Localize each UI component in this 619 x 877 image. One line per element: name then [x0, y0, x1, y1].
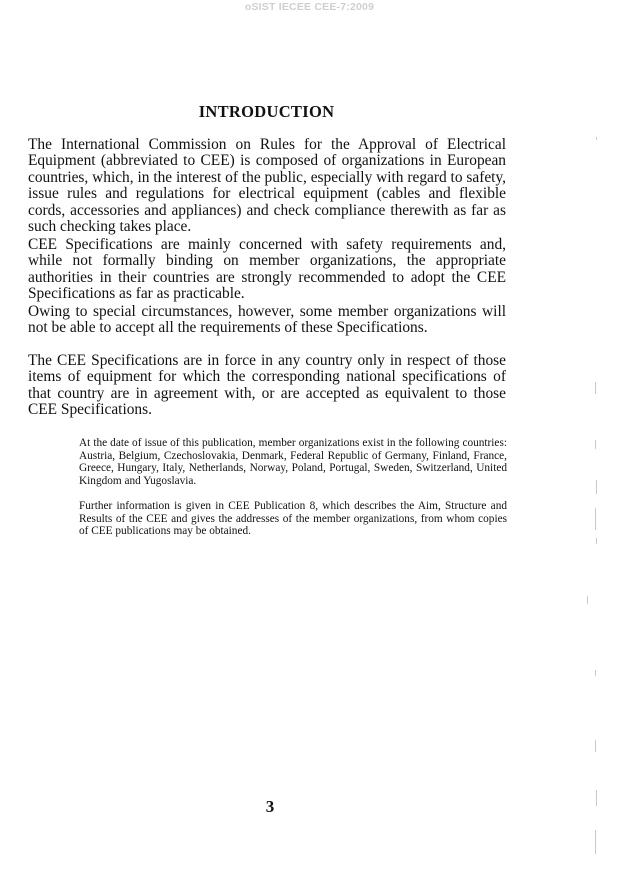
scan-mark [595, 830, 596, 854]
note-further-information: Further information is given in CEE Publication 8, which describes the Aim, Structure and Results of the CEE and gives the addresses of the member organizations, from whom copies of CEE publications may be obtained. [79, 500, 507, 538]
scan-mark [595, 670, 596, 676]
scan-mark [596, 538, 597, 544]
scan-mark [595, 740, 596, 752]
scan-mark [595, 440, 596, 449]
page-title: INTRODUCTION [198, 102, 335, 121]
scan-mark [596, 480, 597, 494]
paragraph-cee-specifications: CEE Specifications are mainly concerned with safety requirements and, while not formally binding on member organizations, the appropriate authorities in their countries are strongly recommended to adopt the CEE Specifications as far as practicable. [28, 236, 506, 303]
page-number: 3 [265, 797, 275, 816]
paragraph-cee-composition: The International Commission on Rules for the Approval of Electrical Equipment (abbreviated to CEE) is composed of organizations in European countries, which, in the interest of the public, especially with regard to safety, issue rules and regulations for electrical equipment (cables and flexible cords, accessories and appliances) and check compliance therewith as far as such checking takes place. [28, 136, 506, 236]
paragraph-specifications-in-force: The CEE Specifications are in force in any country only in respect of those items of equipment for which the corresponding national specifications of that country are in agreement with, or are accepted as equivalent to those CEE Specifications. [28, 352, 506, 419]
scan-mark [596, 790, 597, 806]
note-member-countries: At the date of issue of this publication, member organizations exist in the following countries: Austria, Belgium, Czechoslovakia, Denmark, Federal Republic of Germany, Finland, France, Greece, Hungary, Italy, Netherlands, Norway, Poland, Portugal, Sweden, Switzerland, United Kingdom and Yugoslavia. [79, 437, 507, 487]
document-watermark: oSIST IECEE CEE-7:2009 [244, 1, 375, 13]
scan-mark [587, 596, 588, 604]
scan-mark [596, 137, 597, 140]
scan-mark [595, 382, 596, 394]
paragraph-special-circumstances: Owing to special circumstances, however, some member organizations will not be able to accept all the requirements of these Specifications. [28, 303, 506, 337]
scan-mark [595, 508, 596, 530]
